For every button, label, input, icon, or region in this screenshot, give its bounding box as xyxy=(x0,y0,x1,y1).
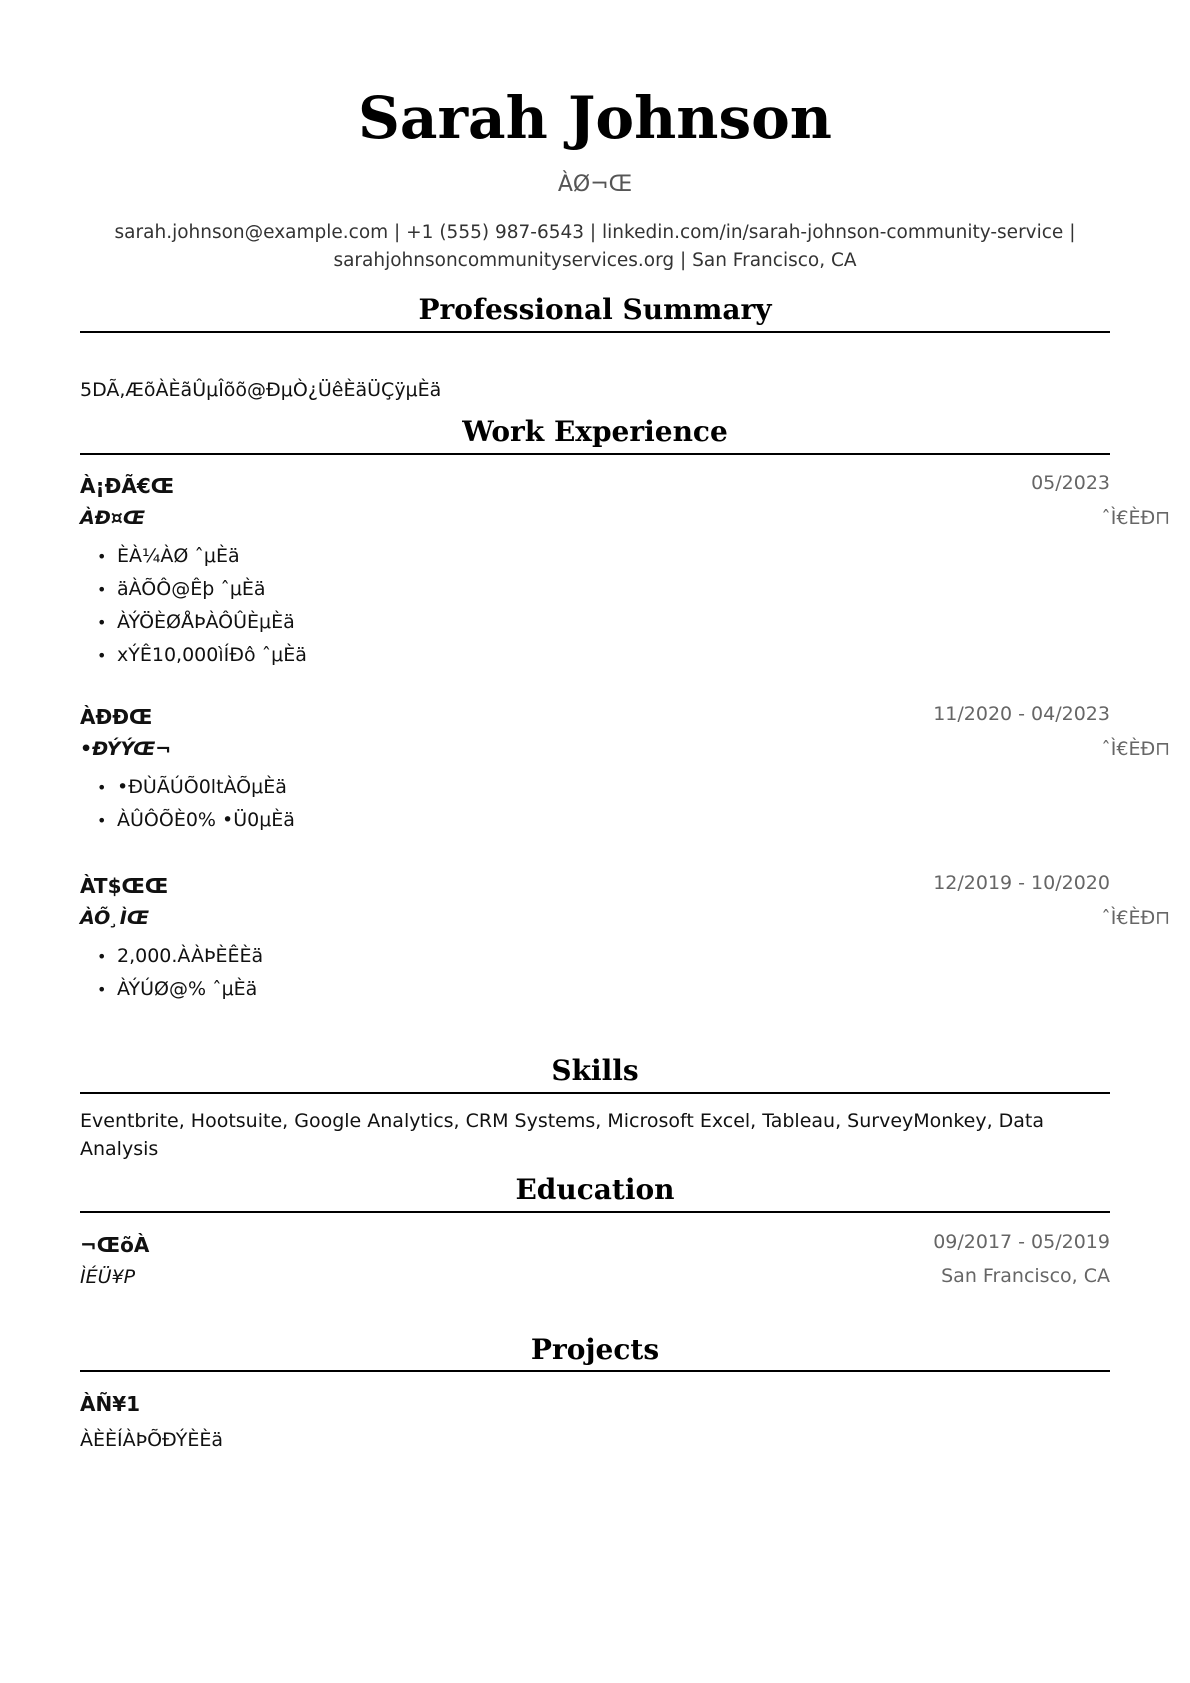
job-title: ÀT$ŒŒ xyxy=(80,874,169,898)
job-location: ˆÌ€ÈÐ⊓ xyxy=(1101,507,1170,529)
candidate-headline: ÀØ¬Œ xyxy=(557,172,633,197)
job-title: À¡ÐÃ€Œ xyxy=(80,474,175,498)
skills-heading: Skills xyxy=(551,1054,639,1087)
job-organization: ÀÐ¤Œ xyxy=(80,507,146,529)
job-date: 11/2020 - 04/2023 xyxy=(933,703,1110,725)
contact-line-1: sarah.johnson@example.com | +1 (555) 987-6543 | linkedin.com/in/sarah-johnson-community-service | xyxy=(114,222,1076,243)
education-heading: Education xyxy=(515,1173,675,1206)
school-name: ¬ŒõÀ xyxy=(80,1233,150,1257)
job-bullet: • äÀÕÔ@Êþ ˆμÈä xyxy=(117,573,307,606)
project-title: ÀÑ¥1 xyxy=(80,1392,141,1416)
project-description: ÀÈÈÍÀÞÕÐÝÈÈä xyxy=(80,1429,224,1451)
job-bullet: • •ÐÙÃÚÕ0ltÀÕμÈä xyxy=(117,771,295,804)
work-heading: Work Experience xyxy=(462,415,728,448)
job-organization: •ÐÝÝŒ¬ xyxy=(80,738,172,760)
degree: ÌÉÜ¥P xyxy=(80,1266,136,1288)
job-title: ÀÐÐŒ xyxy=(80,705,153,729)
candidate-name: Sarah Johnson xyxy=(358,84,832,152)
resume-page xyxy=(80,0,1170,1683)
job-location: ˆÌ€ÈÐ⊓ xyxy=(1101,907,1170,929)
job-bullet: • ÀÝÚØ@% ˆμÈä xyxy=(117,973,263,1006)
skills-list: Eventbrite, Hootsuite, Google Analytics, CRM Systems, Microsoft Excel, Tableau, SurveyMonkey, Data Analysis xyxy=(80,1110,1045,1160)
job-date: 05/2023 xyxy=(1031,472,1110,494)
job-bullet: • ÈÀ¼ÀØ ˆμÈä xyxy=(117,540,307,573)
contact-line-2: sarahjohnsoncommunityservices.org | San Francisco, CA xyxy=(333,250,857,271)
summary-divider xyxy=(80,331,1110,333)
work-divider xyxy=(80,453,1110,455)
education-location: San Francisco, CA xyxy=(941,1265,1110,1287)
job-date: 12/2019 - 10/2020 xyxy=(933,872,1110,894)
job-bullet: • ÀÛÔÕÈ0% •Ü0μÈä xyxy=(117,804,295,837)
projects-divider xyxy=(80,1370,1110,1372)
job-bullets xyxy=(80,540,307,672)
job-organization: ÀÕ¸ÌŒ xyxy=(80,907,150,929)
contact-info xyxy=(100,219,1090,275)
education-date: 09/2017 - 05/2019 xyxy=(933,1231,1110,1253)
education-divider xyxy=(80,1211,1110,1213)
projects-heading: Projects xyxy=(530,1333,660,1366)
job-bullets xyxy=(80,940,263,1006)
job-bullets xyxy=(80,771,295,837)
summary-text: 5DÃ,ÆõÀÈãÛμÎõõ@ÐμÒ¿ÜêÈäÜÇÿμÈä xyxy=(80,379,442,401)
skills-divider xyxy=(80,1092,1110,1094)
job-bullet: • ÀÝÖÈØÅÞÀÔÛÈμÈä xyxy=(117,606,307,639)
summary-heading: Professional Summary xyxy=(418,293,772,326)
job-bullet: • xÝÊ10,000ìÍÐô ˆμÈä xyxy=(117,639,307,672)
job-bullet: • 2,000.ÀÀÞÈÊÈä xyxy=(117,940,263,973)
job-location: ˆÌ€ÈÐ⊓ xyxy=(1101,738,1170,760)
